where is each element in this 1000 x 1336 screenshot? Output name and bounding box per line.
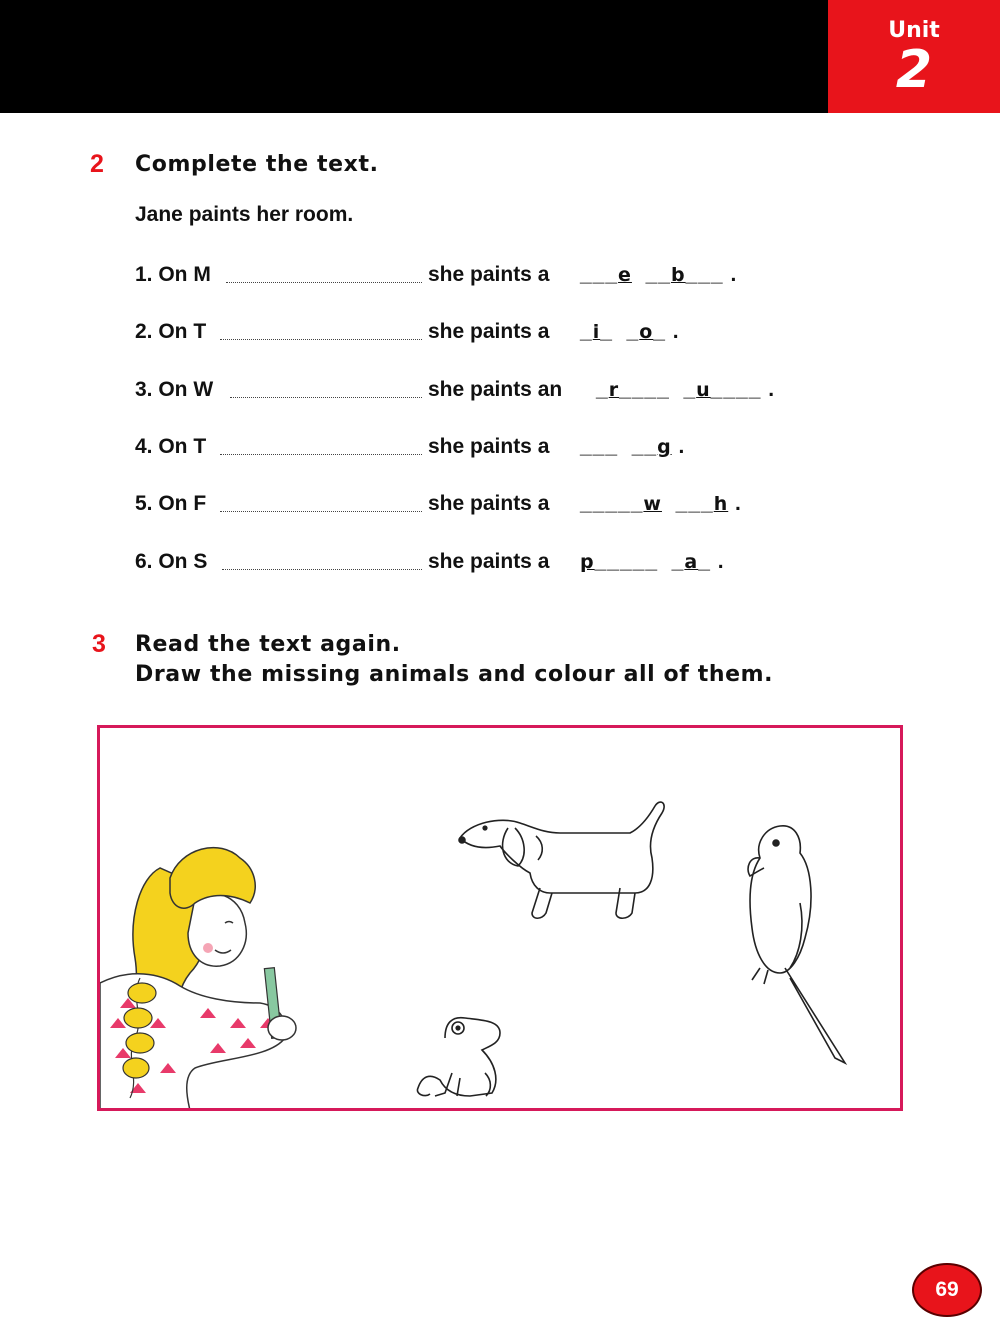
blank-segment: ____ . [710, 378, 776, 401]
hint-letter: b [670, 264, 686, 286]
page-number-badge: 69 [912, 1263, 982, 1317]
blank-segment: __ [631, 263, 671, 286]
hint-letter: o [639, 321, 654, 343]
item-lead: 6. On S [135, 550, 208, 573]
answer-line[interactable] [222, 569, 422, 570]
exercise-item [0, 372, 1000, 402]
letter-puzzle[interactable] [580, 435, 685, 459]
hint-letter: r [608, 379, 620, 401]
blank-segment: ___ [580, 263, 619, 286]
item-phrase: she paints a [428, 435, 550, 458]
hint-letter: u [696, 379, 711, 401]
exercise-item [0, 544, 1000, 574]
letter-puzzle[interactable] [580, 550, 725, 574]
exercise-item [0, 314, 1000, 344]
exercise-3-instruction-2: Draw the missing animals and colour all of them. [135, 662, 774, 687]
item-lead: 3. On W [135, 378, 214, 401]
dog-illustration [459, 802, 664, 918]
exercise-item [0, 486, 1000, 516]
letter-puzzle[interactable] [580, 320, 680, 344]
blank-segment: _____ _ [594, 550, 685, 573]
item-lead: 1. On M [135, 263, 211, 286]
answer-line[interactable] [226, 282, 422, 283]
hint-letter: h [713, 493, 729, 515]
blank-segment: _ . [698, 550, 725, 573]
blank-segment: _ . [653, 320, 680, 343]
hint-letter: g [657, 436, 672, 458]
item-phrase: she paints a [428, 550, 550, 573]
letter-puzzle[interactable] [580, 492, 742, 516]
blank-segment: ___ . [685, 263, 738, 286]
exercise-3-instruction-1: Read the text again. [135, 632, 401, 657]
blank-segment: _ [596, 378, 609, 401]
exercise-3-number: 3 [92, 630, 106, 658]
blank-segment: . [671, 435, 686, 458]
item-phrase: she paints a [428, 263, 550, 286]
exercise-2-instruction: Complete the text. [135, 152, 379, 177]
parrot-illustration [748, 826, 845, 1063]
item-lead: 2. On T [135, 320, 207, 343]
item-phrase: she paints an [428, 378, 563, 401]
letter-puzzle[interactable] [580, 263, 737, 287]
blank-segment: ___ [661, 492, 714, 515]
blank-segment: ___ __ [580, 435, 658, 458]
unit-label: Unit [888, 18, 940, 43]
answer-line[interactable] [220, 511, 422, 512]
answer-line[interactable] [220, 454, 422, 455]
exercise-item [0, 429, 1000, 459]
exercise-2-number: 2 [90, 150, 104, 178]
letter-puzzle[interactable] [596, 378, 775, 402]
blank-segment: _____ [580, 492, 644, 515]
blank-segment: . [728, 492, 742, 515]
header-bar [0, 0, 828, 113]
unit-number: 2 [895, 40, 933, 100]
hint-letter: i [592, 321, 601, 343]
illustration-svg [100, 728, 900, 1108]
answer-line[interactable] [230, 397, 422, 398]
answer-line[interactable] [220, 339, 422, 340]
blank-segment: _ _ [600, 320, 640, 343]
exercise-item [0, 257, 1000, 287]
blank-segment: ____ _ [619, 378, 697, 401]
drawing-frame [97, 725, 903, 1111]
hint-letter: p [580, 551, 595, 573]
blank-segment: _ [580, 320, 593, 343]
item-phrase: she paints a [428, 492, 550, 515]
girl-with-pencil-illustration [100, 848, 296, 1108]
exercise-2-intro: Jane paints her room. [135, 203, 354, 226]
unit-badge [828, 0, 1000, 113]
hint-letter: e [618, 264, 632, 286]
item-lead: 5. On F [135, 492, 207, 515]
frog-illustration [417, 1018, 500, 1096]
item-lead: 4. On T [135, 435, 207, 458]
hint-letter: w [643, 493, 662, 515]
hint-letter: a [684, 551, 699, 573]
item-phrase: she paints a [428, 320, 550, 343]
